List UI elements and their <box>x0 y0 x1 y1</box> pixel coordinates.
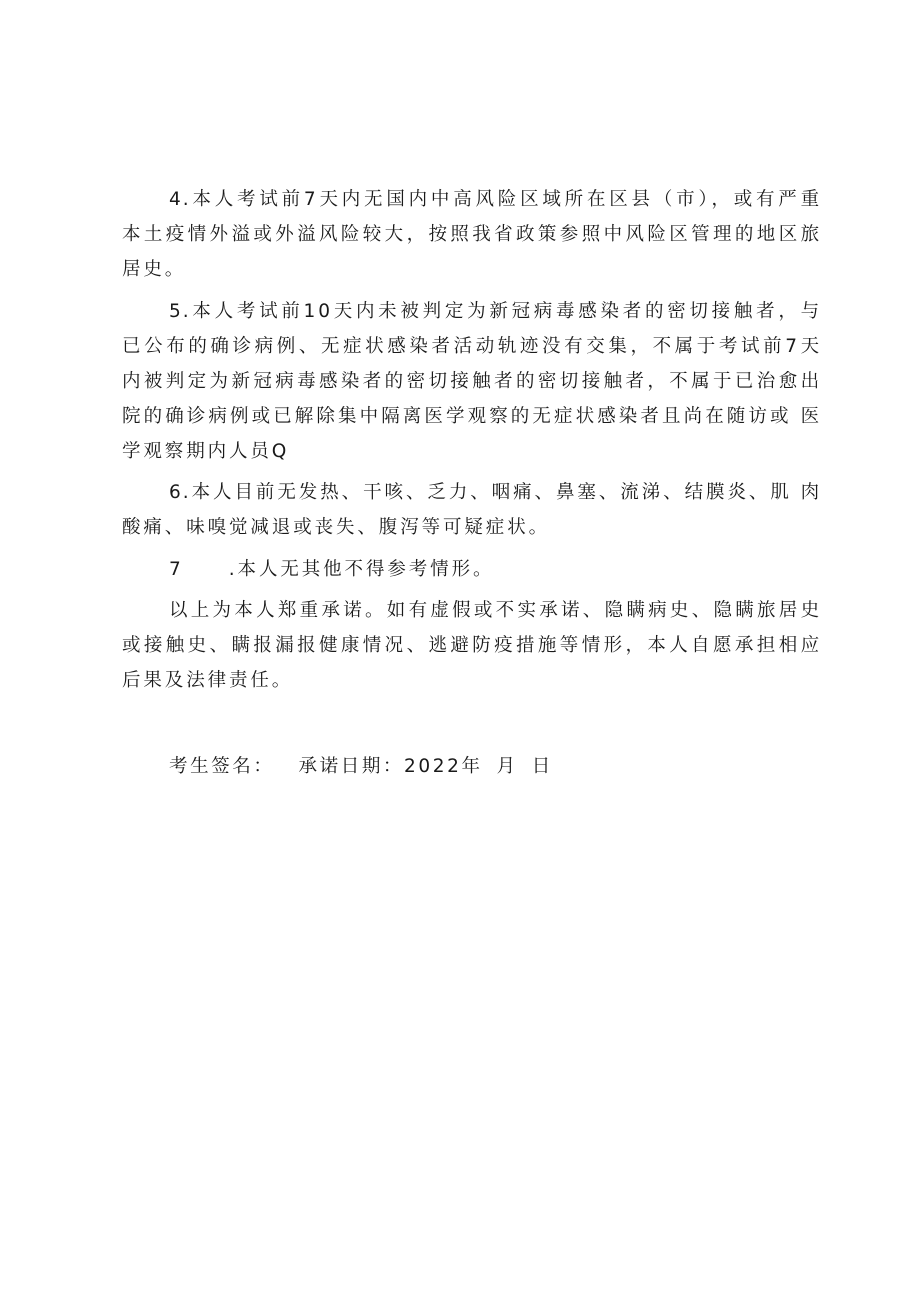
item-number: 4 <box>169 189 181 210</box>
pledge-item-5 <box>122 294 822 469</box>
pledge-body <box>122 182 822 698</box>
signature-line <box>169 752 553 782</box>
item-number: 6 <box>169 482 181 503</box>
day-label: 日 <box>531 756 553 777</box>
pledge-item-7 <box>122 552 822 587</box>
pledge-item-6 <box>122 475 822 545</box>
item-text: .本人目前无发热、干咳、乏力、咽痛、鼻塞、流涕、结膜炎、肌 肉酸痛、味嗅觉减退或丧失、腹泻等可疑症状。 <box>122 482 822 538</box>
pledge-item-4 <box>122 182 822 287</box>
item-number: 5 <box>169 300 181 322</box>
pledge-closing-statement: 以上为本人郑重承诺。如有虚假或不实承诺、隐瞒病史、隐瞒旅居史 或接触史、瞒报漏报健康情况、逃避防疫措施等情形，本人自愿承担相应 后果及法律责任。 <box>122 600 822 691</box>
item-text: .本人考试前10天内未被判定为新冠病毒感染者的密切接触者，与 已公布的确诊病例、无症状感染者活动轨迹没有交集，不属于考试前7天 内被判定为新冠病毒感染者的密切接触者的密切接触者，不属于已治愈出 院的确诊病例或已解除集中隔离医学观察的无症状感染者且尚在随访或 医学观察期内人员Q <box>122 300 822 462</box>
item-number: 7 <box>169 558 181 580</box>
month-label: 月 <box>496 756 518 777</box>
date-label: 承诺日期：2022年 <box>298 756 483 777</box>
signature-label: 考生签名： <box>169 756 275 777</box>
item-text: .本人无其他不得参考情形。 <box>228 558 495 580</box>
item-text: .本人考试前7天内无国内中高风险区域所在区县（市），或有严重 本土疫情外溢或外溢风险较大，按照我省政策参照中风险区管理的地区旅 居史。 <box>122 189 822 280</box>
